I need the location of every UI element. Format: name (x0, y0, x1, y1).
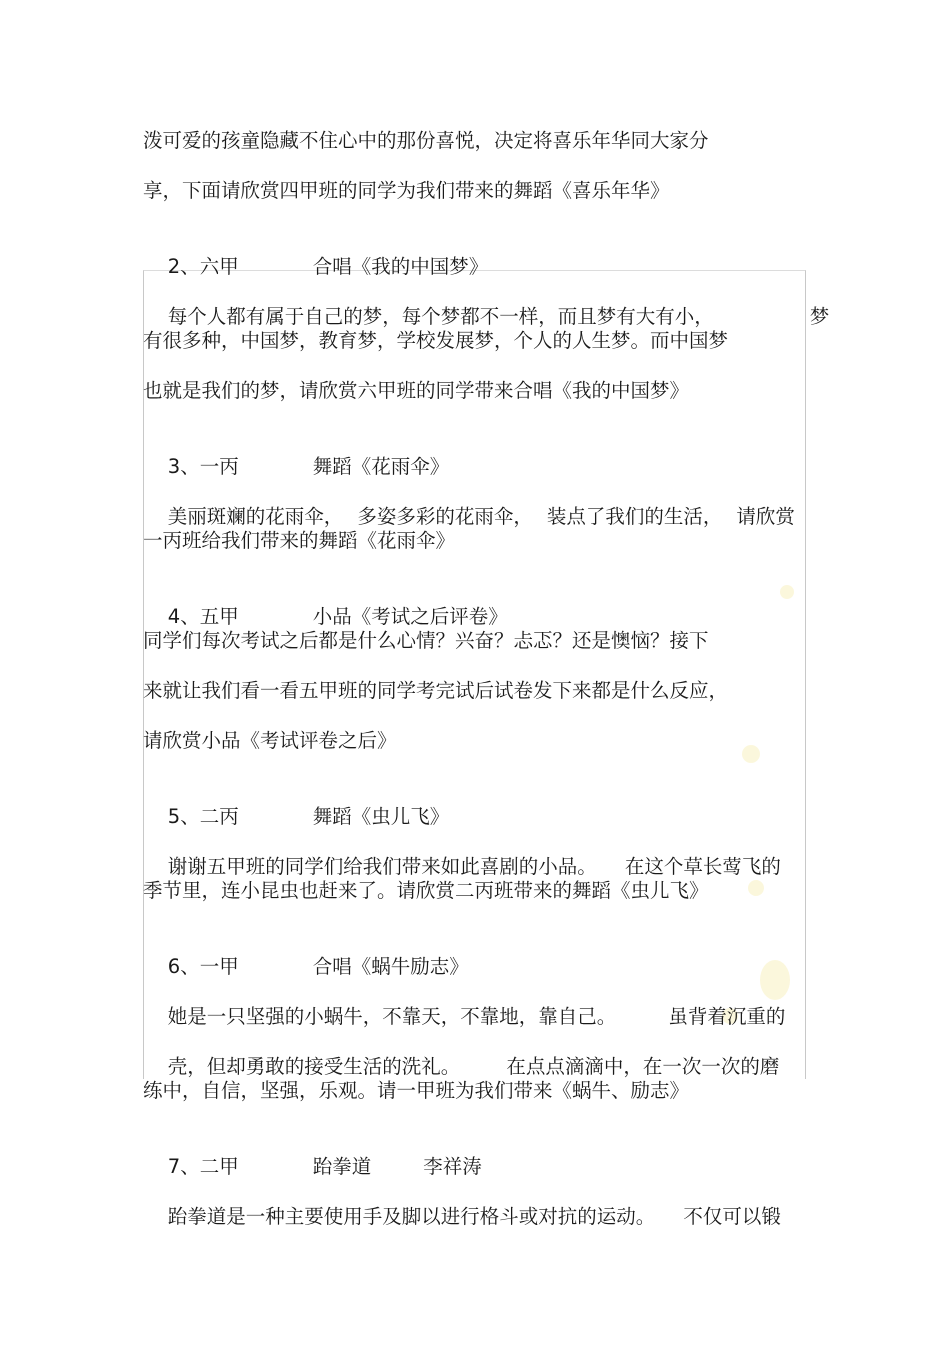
program-desc-line: 梦 (809, 305, 830, 328)
program-desc-line: 练中，自信，坚强，乐观。请一甲班为我们带来《蜗牛、励志》 (143, 1079, 690, 1102)
program-desc-line: 有很多种，中国梦，教育梦，学校发展梦，个人的人生梦。而中国梦 (143, 329, 729, 352)
program-title: 合唱《我的中国梦》 (312, 255, 489, 278)
program-number: 5、二丙 (167, 805, 239, 828)
program-desc-line: 一丙班给我们带来的舞蹈《花雨伞》 (143, 529, 456, 552)
program-desc-line: 季节里，连小昆虫也赶来了。请欣赏二丙班带来的舞蹈《虫儿飞》 (143, 879, 709, 902)
program-desc-line: 来就让我们看一看五甲班的同学考完试后试卷发下来都是什么反应， (143, 679, 729, 702)
program-title: 舞蹈《虫儿飞》 (312, 805, 450, 828)
program-number: 7、二甲 (167, 1155, 239, 1178)
program-number: 4、五甲 (167, 605, 239, 628)
program-desc-line: 美丽斑斓的花雨伞， 多姿多彩的花雨伞， 装点了我们的生活， 请欣赏 (167, 505, 795, 528)
program-desc-line: 也就是我们的梦，请欣赏六甲班的同学带来合唱《我的中国梦》 (143, 379, 690, 402)
intro-line: 享，下面请欣赏四甲班的同学为我们带来的舞蹈《喜乐年华》 (143, 179, 670, 202)
program-desc-line: 跆拳道是一种主要使用手及脚以进行格斗或对抗的运动。 不仅可以锻 (167, 1205, 781, 1228)
program-number: 3、一丙 (167, 455, 239, 478)
decorative-dot (742, 745, 760, 763)
program-title: 小品《考试之后评卷》 (312, 605, 508, 628)
program-number: 6、一甲 (167, 955, 239, 978)
program-desc-line: 每个人都有属于自己的梦，每个梦都不一样，而且梦有大有小， (167, 305, 714, 328)
program-title: 跆拳道 (312, 1155, 372, 1178)
program-desc-line: 同学们每次考试之后都是什么心情？兴奋？忐忑？还是懊恼？接下 (143, 629, 709, 652)
program-desc-line: 壳，但却勇敢的接受生活的洗礼。 在点点滴滴中，在一次一次的磨 (167, 1055, 780, 1078)
intro-line: 泼可爱的孩童隐藏不住心中的那份喜悦，决定将喜乐年华同大家分 (143, 129, 709, 152)
program-number: 2、六甲 (167, 255, 239, 278)
program-title: 舞蹈《花雨伞》 (312, 455, 450, 478)
program-desc-line: 谢谢五甲班的同学们给我们带来如此喜剧的小品。 在这个草长莺飞的 (167, 855, 781, 878)
program-performer: 李祥涛 (423, 1155, 482, 1178)
program-title: 合唱《蜗牛励志》 (312, 955, 469, 978)
decorative-dot (780, 585, 794, 599)
program-desc-line: 请欣赏小品《考试评卷之后》 (143, 729, 397, 752)
program-desc-line: 她是一只坚强的小蜗牛，不靠天，不靠地，靠自己。 虽背着沉重的 (167, 1005, 786, 1028)
